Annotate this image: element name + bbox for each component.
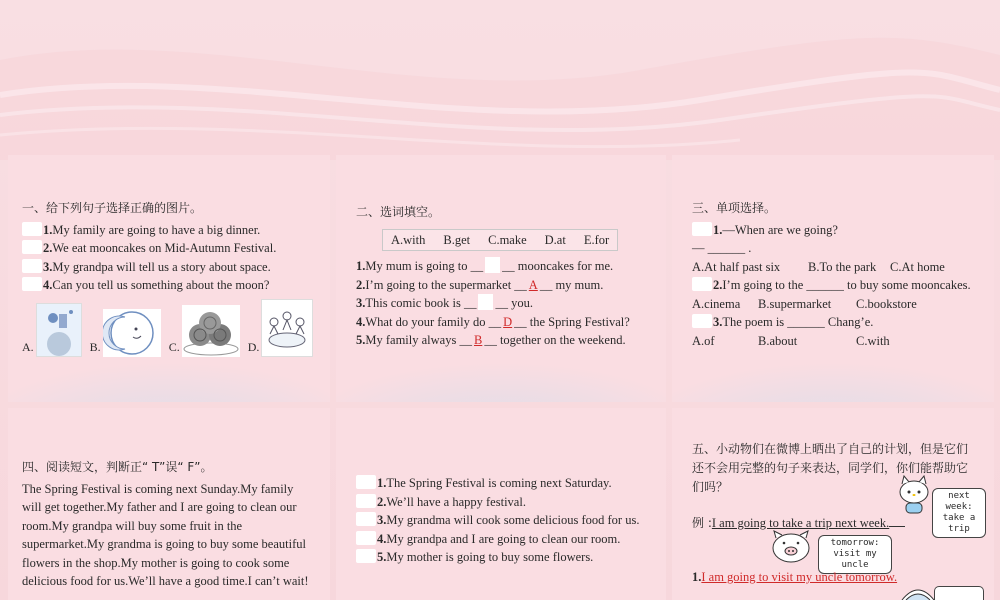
answer-text: A [528,277,538,292]
header-wave-decoration [0,0,1000,160]
fill-item: 2.I’m going to the supermarket __ A __ my mum. [356,277,604,292]
section-heading: 四、阅读短文，判断正“ T”误“ F”。 [22,460,213,474]
answer-text: D [503,314,513,329]
answer-blank[interactable] [478,294,493,310]
space-picture [36,303,82,357]
question-row: 2.We eat mooncakes on Mid-Autumn Festival. [22,239,324,258]
example-row: 例 :I am going to take a trip next week. [692,514,905,533]
section-heading: 三、单项选择。 [692,201,777,215]
section-heading: 一、给下列句子选择正确的图片。 [22,201,203,215]
picture-label: B. [89,340,101,354]
answer-text: I am going to visit my uncle tomorrow. [701,570,898,584]
picture-label: D. [247,340,260,354]
moon-picture [103,309,161,357]
word-option: C.make [488,232,527,247]
answer-bracket[interactable] [356,531,376,545]
tf-item: 1.The Spring Festival is coming next Saturday. [356,474,654,493]
tf-item: 4.My grandpa and I are going to clean our room. [356,530,654,549]
picture-label: A. [22,340,34,354]
bubble-fragment [934,586,984,600]
choice-options: A.cinema B.supermarket C.bookstore [692,296,917,311]
choice-options: A.At half past six B.To the park C.At home [692,259,945,274]
fill-item: 1.My mum is going to __ __ mooncakes for me. [356,259,614,273]
question-row: 1.—When are we going? [692,221,986,240]
question-row: 4.Can you tell us something about the moon? [22,276,324,295]
question-row: 3.The poem is ______ Chang’e. [692,313,986,332]
tf-item: 3.My grandma will cook some delicious food for us. [356,511,654,530]
family-dinner-picture [261,299,313,357]
reading-passage: The Spring Festival is coming next Sunday.My family will get together.My father and I are going to clean our room.My grandpa will buy some fruit in the supermarket.My grandma is going to buy some beautiful flowers in the shop.My mother is going to cook some delicious food for us.We’ll have a good time.I can’t wait! [22,481,309,588]
fill-item: 5.My family always __ B __ together on the weekend. [356,333,626,347]
answer-bracket[interactable] [22,277,42,291]
word-option: E.for [583,232,610,247]
answer-bracket[interactable] [356,549,376,563]
section-heading: 二、选词填空。 [356,205,441,219]
question-row: 1.My family are going to have a big dinner. [22,221,324,240]
answer-bracket[interactable] [356,475,376,489]
animal-illustration [898,586,938,600]
panel-picture-matching [8,155,330,402]
answer-row: 1.I am going to visit my uncle tomorrow. [692,570,898,584]
answer-text: B [473,333,483,347]
speech-bubble-tomorrow: tomorrow: visit my uncle [818,535,892,574]
tf-item: 2.We’ll have a happy festival. [356,493,654,512]
word-options-box [382,229,618,252]
word-option: D.at [544,232,566,247]
panel-word-fill [336,155,666,402]
answer-bracket[interactable] [356,512,376,526]
answer-bracket[interactable] [22,222,42,236]
speech-bubble-next-week: next week: take a trip [932,488,986,538]
answer-blank[interactable] [485,257,500,273]
cat-illustration [896,474,932,514]
answer-bracket[interactable] [692,222,712,236]
answer-bracket[interactable] [692,314,712,328]
question-row: 3.My grandpa will tell us a story about space. [22,258,324,277]
picture-options [22,299,324,357]
choice-options: A.of B.about C.with [692,333,890,348]
panel-multiple-choice [672,155,994,402]
question-row: 2.I’m going to the ______ to buy some mooncakes. [692,276,986,295]
panel-sentence-writing [672,408,994,600]
word-option: A.with [391,232,426,247]
section-heading: 五、小动物们在微博上晒出了自己的计划，但是它们还不会用完整的句子来表达，同学们，你们能帮助它们吗？ [692,442,969,494]
fill-item: 3.This comic book is __ __ you. [356,296,533,310]
picture-label: C. [168,340,180,354]
mooncake-picture [182,305,240,357]
answer-bracket[interactable] [356,494,376,508]
answer-bracket[interactable] [22,240,42,254]
tf-item: 5.My mother is going to buy some flowers. [356,548,654,567]
fill-item: 4.What do your family do __ D __ the Spring Festival? [356,314,630,329]
answer-bracket[interactable] [692,277,712,291]
word-option: B.get [443,232,471,247]
answer-bracket[interactable] [22,259,42,273]
pig-illustration [770,530,812,566]
panel-true-false [336,408,666,600]
panel-reading-passage [8,408,330,600]
question-line: — ______ . [692,241,752,255]
